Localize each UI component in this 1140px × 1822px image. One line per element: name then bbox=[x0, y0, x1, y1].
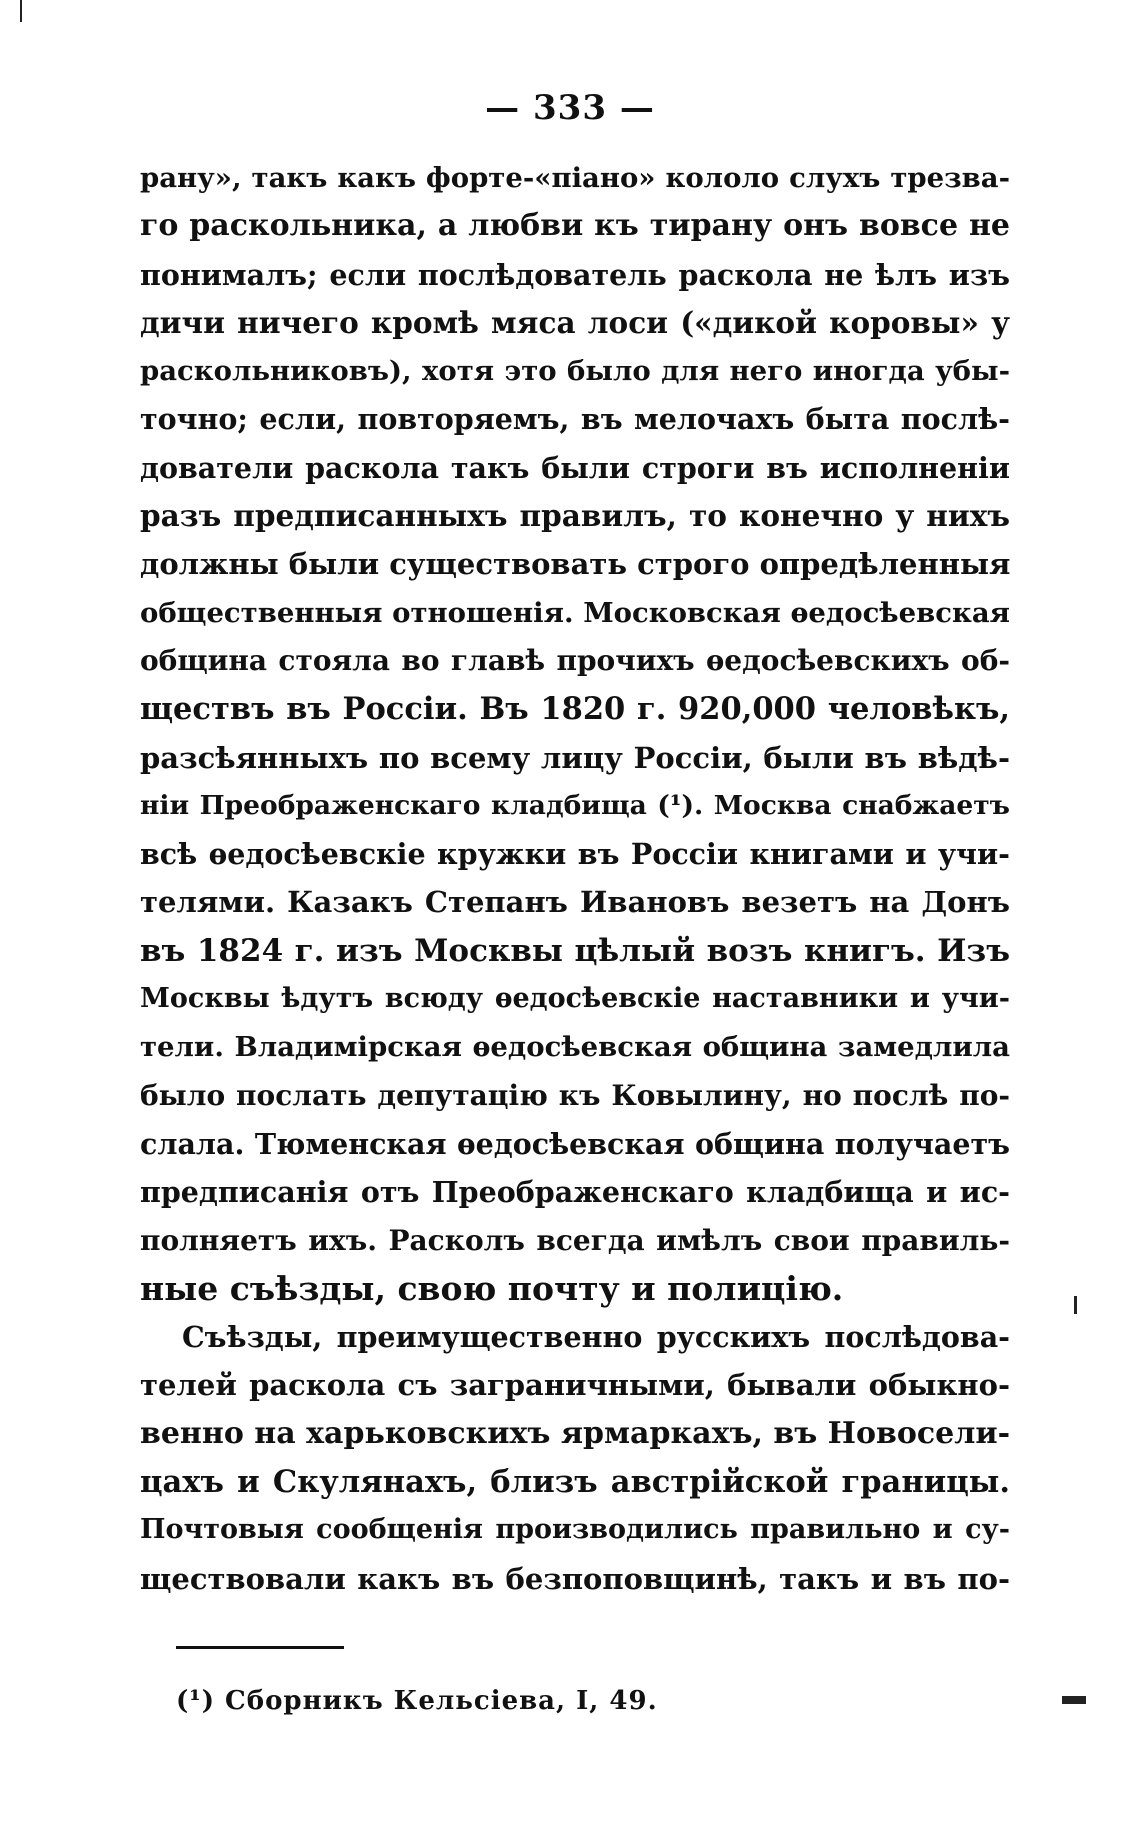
margin-mark bbox=[1062, 1696, 1086, 1704]
text-line: телями. Казакъ Степанъ Ивановъ везетъ на Донъ bbox=[140, 885, 1010, 920]
text-line: цахъ и Скулянахъ, близъ австрійской границы. bbox=[140, 1464, 1010, 1501]
text-line: ществъ въ Россіи. Въ 1820 г. 920,000 человѣкъ, bbox=[140, 691, 1010, 728]
text-line: дователи раскола такъ были строги въ исполненіи bbox=[140, 450, 1010, 485]
text-line: община стояла во главѣ прочихъ ѳедосѣевскихъ об- bbox=[140, 643, 1010, 677]
text-line: предписанія отъ Преображенскаго кладбища и ис- bbox=[140, 1175, 1010, 1210]
text-line: ніи Преображенскаго кладбища (¹). Москва снабжаетъ bbox=[140, 789, 1010, 821]
text-line: Съѣзды, преимущественно русскихъ послѣдова- bbox=[182, 1320, 1010, 1355]
text-line: раскольниковъ), хотя это было для него иногда убы- bbox=[140, 355, 1010, 388]
margin-mark bbox=[20, 0, 22, 22]
text-line: разсѣянныхъ по всему лицу Россіи, были въ вѣдѣ- bbox=[140, 740, 1010, 775]
text-line: венно на харьковскихъ ярмаркахъ, въ Новосели- bbox=[140, 1415, 1010, 1451]
text-line: телей раскола съ заграничными, бывали обыкно- bbox=[140, 1368, 1010, 1403]
text-line: въ 1824 г. изъ Москвы цѣлый возъ книгъ. Изъ bbox=[140, 932, 1010, 969]
text-line: ществовали какъ въ безпоповщинѣ, такъ и въ по- bbox=[140, 1561, 1010, 1596]
text-line: рану», такъ какъ форте-«піано» кололо слухъ трезва- bbox=[140, 162, 1010, 194]
text-line: было послать депутацію къ Ковылину, но послѣ по- bbox=[140, 1078, 1010, 1112]
text-line: разъ предписанныхъ правилъ, то конечно у нихъ bbox=[140, 498, 1010, 534]
text-line: го раскольника, а любви къ тирану онъ вовсе не bbox=[140, 208, 1010, 244]
text-line: Москвы ѣдутъ всюду ѳедосѣевскіе наставники и учи- bbox=[140, 983, 1010, 1015]
text-line: понималъ; если послѣдователь раскола не ѣлъ изъ bbox=[140, 257, 1010, 292]
footnote: (¹) Сборникъ Кельсіева, I, 49. bbox=[176, 1686, 658, 1716]
body-text bbox=[140, 154, 1010, 1603]
text-line: всѣ ѳедосѣевскіе кружки въ Россіи книгами и учи- bbox=[140, 837, 1010, 872]
text-line: тели. Владимірская ѳедосѣевская община замедлила bbox=[140, 1031, 1010, 1064]
text-line: точно; если, повторяемъ, въ мелочахъ быта послѣ- bbox=[140, 402, 1010, 437]
text-line: дичи ничего кромѣ мяса лоси («дикой коровы» у bbox=[140, 304, 1010, 340]
text-line: общественныя отношенія. Московская ѳедосѣевская bbox=[140, 596, 1010, 629]
text-line: слала. Тюменская ѳедосѣевская община получаетъ bbox=[140, 1126, 1010, 1161]
text-line: Почтовыя сообщенія производились правильно и су- bbox=[140, 1514, 1010, 1546]
margin-mark bbox=[1074, 1296, 1077, 1314]
text-line: ные съѣзды, свою почту и полицію. bbox=[140, 1268, 844, 1308]
text-line: полняетъ ихъ. Расколъ всегда имѣлъ свои правиль- bbox=[140, 1223, 1010, 1257]
text-line: должны были существовать строго опредѣленныя bbox=[140, 547, 1010, 582]
page-number: — 333 — bbox=[485, 88, 655, 128]
footnote-divider bbox=[176, 1646, 344, 1649]
